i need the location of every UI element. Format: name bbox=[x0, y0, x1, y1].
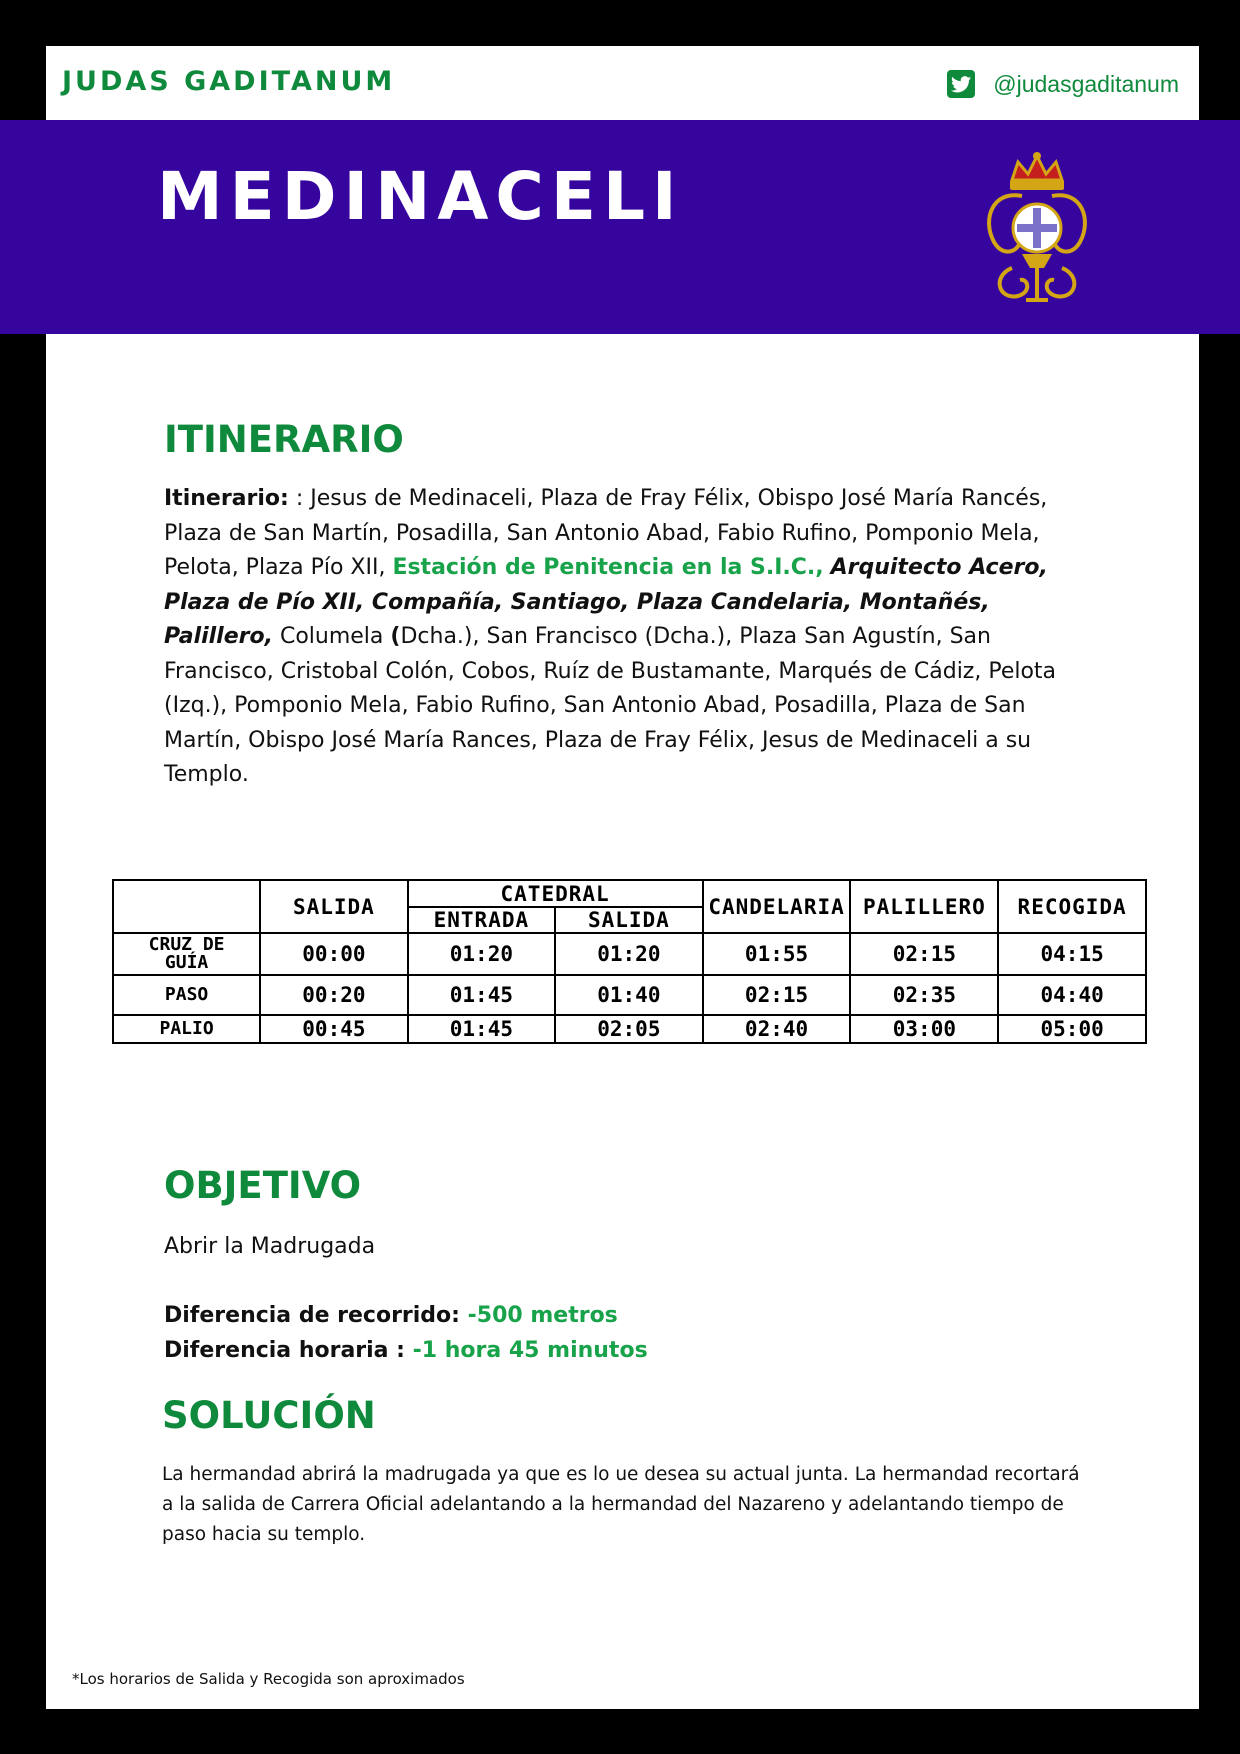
twitter-handle-link[interactable] bbox=[947, 68, 1179, 100]
cell-salida-catedral: 01:40 bbox=[555, 975, 702, 1015]
twitter-handle-text: @judasgaditanum bbox=[993, 70, 1179, 97]
table-corner bbox=[113, 880, 260, 933]
cell-candelaria: 02:40 bbox=[703, 1015, 851, 1043]
cell-palillero: 03:00 bbox=[850, 1015, 998, 1043]
solucion-text: La hermandad abrirá la madrugada ya que es lo ue desea su actual junta. La hermandad recortará a la salida de Carrera Oficial adelantando a la hermandad del Nazareno y adelantando tiempo de paso hacia su templo. bbox=[162, 1464, 1080, 1545]
horaria-diff: Diferencia horaria : -1 hora 45 minutos bbox=[164, 1337, 648, 1363]
table-row bbox=[113, 1015, 1146, 1043]
header-recogida: RECOGIDA bbox=[998, 880, 1146, 933]
footnote: *Los horarios de Salida y Recogida son aproximados bbox=[72, 1670, 465, 1688]
solucion-heading: SOLUCIÓN bbox=[162, 1394, 376, 1437]
cell-candelaria: 01:55 bbox=[703, 933, 851, 975]
schedule-table bbox=[112, 879, 1147, 1044]
page-title: MEDINACELI bbox=[157, 158, 684, 235]
twitter-icon bbox=[947, 70, 975, 98]
cell-candelaria: 02:15 bbox=[703, 975, 851, 1015]
table-row bbox=[113, 933, 1146, 975]
recorrido-diff: Diferencia de recorrido: -500 metros bbox=[164, 1303, 618, 1328]
cell-salida-catedral: 01:20 bbox=[555, 933, 702, 975]
brand-name: JUDAS GADITANUM bbox=[62, 66, 396, 97]
objetivo-heading: OBJETIVO bbox=[164, 1164, 362, 1207]
cell-entrada: 01:45 bbox=[408, 975, 556, 1015]
differences bbox=[164, 1299, 1064, 1368]
header-candelaria: CANDELARIA bbox=[703, 880, 851, 933]
cell-salida: 00:20 bbox=[260, 975, 407, 1015]
title-banner bbox=[0, 120, 1240, 334]
cell-recogida: 05:00 bbox=[998, 1015, 1146, 1043]
cell-recogida: 04:15 bbox=[998, 933, 1146, 975]
cell-entrada: 01:45 bbox=[408, 1015, 556, 1043]
cell-recogida: 04:40 bbox=[998, 975, 1146, 1015]
top-bar bbox=[46, 46, 1199, 120]
header-entrada: ENTRADA bbox=[408, 907, 556, 933]
cell-entrada: 01:20 bbox=[408, 933, 556, 975]
table-row bbox=[113, 975, 1146, 1015]
row-label: PALIO bbox=[113, 1015, 260, 1043]
header-catedral-salida: SALIDA bbox=[555, 907, 702, 933]
objetivo-text: Abrir la Madrugada bbox=[164, 1234, 376, 1259]
cell-palillero: 02:35 bbox=[850, 975, 998, 1015]
header-salida: SALIDA bbox=[260, 880, 407, 933]
carrera-oficial-streets: Arquitecto Acero, Plaza de Pío XII, Compañía, Santiago, Plaza Candelaria, Montañés, Palillero, bbox=[164, 555, 1048, 649]
brotherhood-crest-icon bbox=[972, 150, 1102, 304]
cell-salida: 00:00 bbox=[260, 933, 407, 975]
header-palillero: PALILLERO bbox=[850, 880, 998, 933]
itinerario-text: Itinerario: : Jesus de Medinaceli, Plaza de Fray Félix, Obispo José María Rancés, Plaza de San Martín, Posadilla, San Antonio Abad, Fabio Rufino, Pomponio Mela, Pelota, Plaza Pío XII, Estación de Penitencia en la S.I.C., Arquitecto Acero, Plaza de Pío XII, Compañía, Santiago, Plaza Candelaria, Montañés, Palillero, Columela (Dcha.), San Francisco (Dcha.), Plaza San Agustín, San Francisco, Cristobal Colón, Cobos, Ruíz de Bustamante, Marqués de Cádiz, Pelota (Izq.), Pomponio Mela, Fabio Rufino, San Antonio Abad, Posadilla, Plaza de San Martín, Obispo José María Rances, Plaza de Fray Félix, Jesus de Medinaceli a su Templo. bbox=[164, 486, 1057, 787]
cell-palillero: 02:15 bbox=[850, 933, 998, 975]
estacion-penitencia: Estación de Penitencia en la S.I.C., bbox=[392, 555, 824, 580]
header-catedral: CATEDRAL bbox=[408, 880, 703, 907]
row-label: PASO bbox=[113, 975, 260, 1015]
cell-salida-catedral: 02:05 bbox=[555, 1015, 702, 1043]
row-label: CRUZ DE GUÍA bbox=[113, 933, 260, 975]
cell-salida: 00:45 bbox=[260, 1015, 407, 1043]
itinerario-heading: ITINERARIO bbox=[164, 418, 404, 461]
itinerario-label: Itinerario: bbox=[164, 486, 289, 511]
